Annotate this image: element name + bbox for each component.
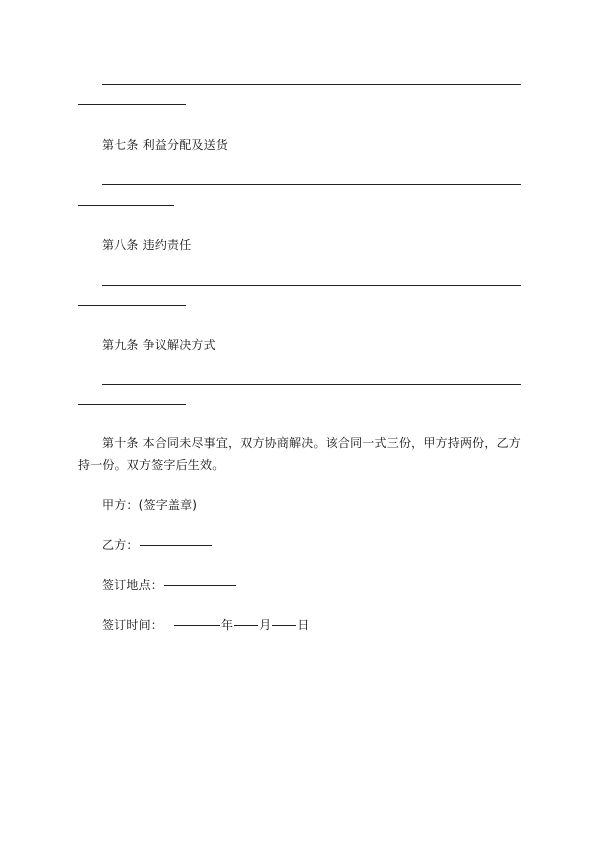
article-8-title: 第八条 违约责任 bbox=[102, 238, 192, 252]
party-b-label: 乙方： bbox=[102, 538, 139, 552]
blank-line bbox=[102, 84, 521, 85]
blank-line bbox=[78, 205, 174, 206]
month-blank bbox=[234, 625, 258, 626]
time-label: 签订时间： bbox=[102, 618, 164, 632]
blank-line bbox=[102, 184, 521, 185]
place-blank bbox=[164, 585, 236, 586]
article-9-title: 第九条 争议解决方式 bbox=[102, 338, 216, 352]
place-label: 签订地点： bbox=[102, 578, 164, 592]
article-10-text: 第十条 本合同未尽事宜，双方协商解决。该合同一式三份，甲方持两份，乙方持一份。双方签字后生效。 bbox=[78, 436, 521, 472]
party-b-blank bbox=[140, 545, 212, 546]
blank-line bbox=[78, 305, 186, 306]
year-unit: 年 bbox=[221, 618, 234, 632]
year-blank bbox=[174, 625, 220, 626]
blank-line bbox=[102, 384, 521, 385]
blank-line bbox=[78, 404, 186, 405]
party-a-line bbox=[102, 496, 197, 514]
day-blank bbox=[272, 625, 296, 626]
article-7-title: 第七条 利益分配及送货 bbox=[102, 138, 229, 152]
party-a-note: (签字盖章) bbox=[138, 498, 198, 512]
time-line bbox=[102, 616, 310, 634]
blank-line bbox=[78, 104, 186, 105]
day-unit: 日 bbox=[297, 618, 310, 632]
party-a-label: 甲方： bbox=[102, 498, 139, 512]
blank-line bbox=[102, 285, 521, 286]
party-b-line bbox=[102, 536, 213, 554]
place-line bbox=[102, 576, 237, 594]
month-unit: 月 bbox=[259, 618, 272, 632]
